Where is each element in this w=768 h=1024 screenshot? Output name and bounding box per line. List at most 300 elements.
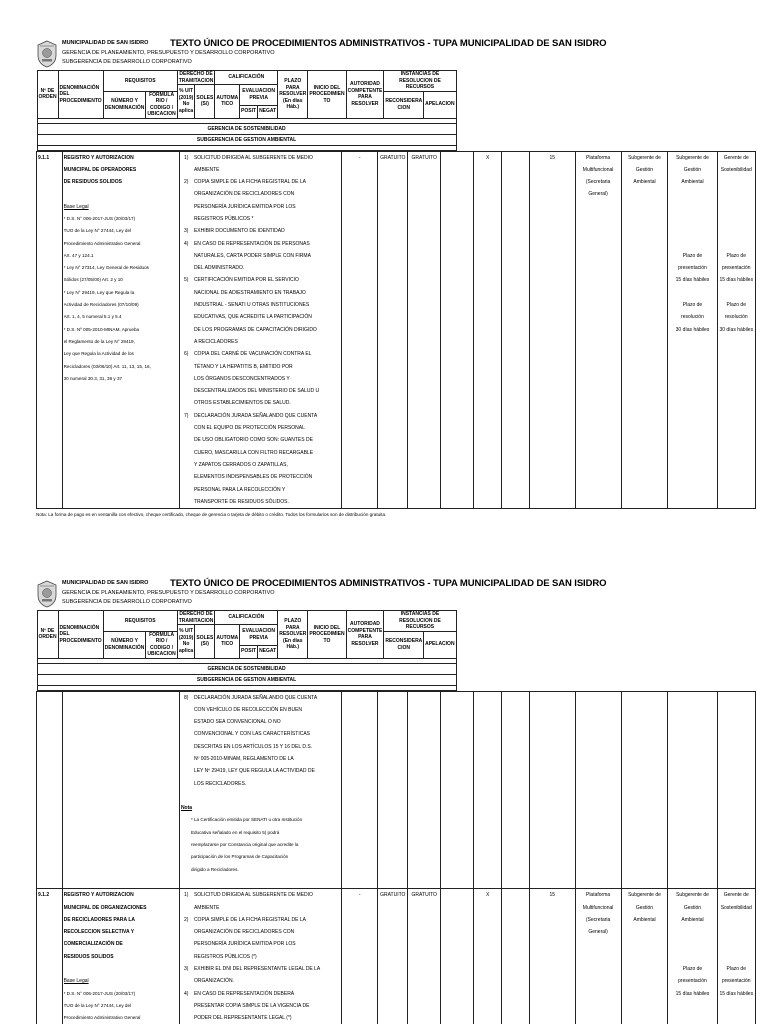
requirement-line — [181, 336, 340, 348]
requirements-cell — [179, 151, 341, 509]
requirement-text: OTROS ESTABLECIMIENTOS DE SALUD. — [193, 400, 291, 407]
requirement-number — [181, 336, 194, 348]
col-instancias: INSTANCIAS DE RESOLUCION DE RECURSOS — [384, 611, 456, 632]
col-numero: NÚMERO Y DENOMINACIÓN — [103, 631, 146, 658]
requirement-number: 6) — [183, 351, 189, 358]
requirement-number: 3) — [183, 966, 189, 973]
col-calificacion: CALIFICACIÓN — [215, 71, 278, 85]
requirement-number: 2) — [183, 179, 189, 186]
requirement-number — [181, 397, 194, 409]
requirement-number: 5) — [183, 277, 189, 284]
procedure-number: 9.1.1 — [37, 151, 63, 509]
col-denominacion: DENOMINACIÓN DEL PROCEDIMIENTO — [58, 611, 103, 659]
col-automatico: AUTOMA TICO — [215, 625, 240, 659]
apelacion-cell — [717, 151, 755, 509]
requirement-text: NACIONAL DE ADIESTRAMIENTO EN TRABAJO — [193, 289, 306, 296]
requirement-text: LOS ÓRGANOS DESCONCENTRADOS Y — [193, 375, 290, 382]
municipal-seal-icon — [36, 40, 58, 68]
requirement-line — [181, 765, 340, 777]
automatico-cell — [441, 889, 474, 1024]
municipality-name: MUNICIPALIDAD DE SAN ISIDRO — [62, 580, 149, 586]
requirement-text: ORGANIZACIÓN. — [193, 978, 234, 985]
requirement-text: PERSONERÍA JURÍDICA EMITIDA POR LOS — [193, 941, 296, 948]
requirement-line — [181, 889, 340, 901]
text-line: Ambiental — [633, 916, 656, 923]
inicio-cell — [575, 889, 621, 1024]
spacer-row — [37, 685, 456, 690]
requirement-text: EN CASO DE REPRESENTACIÓN DE PERSONAS — [193, 240, 310, 247]
requirement-text: LEY Nº 29419, LEY QUE REGULA LA ACTIVIDAD DE — [193, 768, 315, 775]
text-line: Plazo de — [726, 252, 746, 259]
text-line: Actividad de Recicladores (07/10/09) — [63, 302, 139, 308]
requirement-line — [181, 201, 340, 213]
col-reconsideracion: RECONSIDERA CION — [384, 91, 424, 118]
requirement-line — [181, 778, 340, 790]
text-line: Plazo de — [682, 252, 703, 259]
posit-cell: X — [474, 151, 502, 509]
procedure-denomination — [62, 889, 179, 1024]
text-line: presentación — [721, 265, 751, 272]
requirement-number — [181, 938, 194, 950]
text-line: DE RESIDUOS SOLIDOS — [63, 179, 122, 186]
text-line: Subgerente de — [676, 154, 709, 161]
requirement-number: 2) — [183, 916, 189, 923]
requirement-text: DECLARACIÓN JURADA SEÑALANDO QUE CUENTA — [193, 412, 318, 419]
requirement-line — [181, 164, 340, 176]
col-evaluacion: EVALUACION PREVIA — [240, 625, 278, 646]
requirement-line — [181, 225, 340, 237]
gerencia-name: GERENCIA DE PLANEAMIENTO, PRESUPUESTO Y DESARROLLO CORPORATIVO — [62, 590, 275, 596]
requirement-line — [181, 975, 340, 987]
requirement-line — [181, 397, 340, 409]
requirement-text: ELEMENTOS INDISPENSABLES DE PROTECCIÓN — [193, 474, 313, 481]
requirement-number — [181, 434, 194, 446]
requirement-line — [181, 213, 340, 225]
requirement-line — [181, 1000, 340, 1012]
text-line: RECOLECCION SELECTIVA Y — [63, 929, 135, 936]
posit-cell: X — [474, 889, 502, 1024]
text-line: Procedimiento Administrativo General — [63, 1015, 141, 1021]
text-line: 15 días hábiles — [675, 990, 710, 997]
col-formulario: FORMULA RIO / CODIGO / UBICACION — [147, 631, 176, 657]
soles-cell: GRATUITO — [408, 889, 441, 1024]
base-legal-list — [64, 213, 178, 385]
text-line: Subgerente de — [628, 892, 661, 899]
requirement-line — [181, 484, 340, 496]
text-line: Ambiental — [681, 916, 704, 923]
negat-cell — [502, 889, 530, 1024]
text-line: General) — [588, 929, 608, 936]
requirement-number — [181, 1012, 194, 1024]
text-line: DE RECICLADORES PARA LA — [63, 916, 135, 923]
text-line: MUNICIPAL DE OPERADORES — [63, 166, 137, 173]
requirement-number — [181, 902, 194, 914]
requirement-text: DE LOS PROGRAMAS DE CAPACITACIÓN DIRIGIDO — [193, 326, 317, 333]
text-line: Ambiental — [681, 179, 704, 186]
requirement-text: COPIA SIMPLE DE LA FICHA REGISTRAL DE LA — [193, 179, 307, 186]
col-plazo: PLAZO PARA RESOLVER (En días Háb.) — [278, 611, 308, 659]
page-header — [36, 38, 756, 70]
requirement-text: EN CASO DE REPRESENTACIÓN DEBERÁ — [193, 990, 295, 997]
requirements-list — [181, 889, 340, 1024]
col-inicio: INICIO DEL PROCEDIMIEN TO — [308, 71, 346, 119]
text-line: resolución — [681, 314, 704, 321]
col-apelacion: APELACION — [424, 91, 456, 118]
text-line: * La Certificación emitida por SENATI u otra Institución — [190, 817, 303, 823]
text-line: Gerente de — [723, 154, 749, 161]
page-header — [36, 578, 756, 610]
text-line: Plataforma — [585, 892, 611, 899]
requirement-text: ESTADO SEA CONVENCIONAL O NO — [193, 719, 281, 726]
requirement-text: AMBIENTE — [193, 166, 220, 173]
text-line: (Secretaria — [585, 179, 611, 186]
requirement-line — [181, 692, 340, 704]
text-line: 30 numeral 30.3, 31, 36 y 37 — [63, 375, 123, 381]
text-line: presentación — [721, 978, 751, 985]
col-soles: SOLES (S/) — [195, 625, 215, 659]
requirement-number — [181, 704, 194, 716]
requirement-text: EXHIBIR DOCUMENTO DE IDENTIDAD — [193, 228, 285, 235]
requirement-text: LOS RECICLADORES. — [193, 780, 247, 787]
municipality-name: MUNICIPALIDAD DE SAN ISIDRO — [62, 40, 149, 46]
text-line: * D.S. Nº 005-2010-MINAM, Aprueba — [63, 326, 140, 332]
text-line: Subgerente de — [676, 892, 709, 899]
requirement-number — [181, 484, 194, 496]
requirement-line — [181, 728, 340, 740]
requirement-number — [181, 385, 194, 397]
text-line: MUNICIPAL DE ORGANIZACIONES — [63, 904, 147, 911]
col-evaluacion: EVALUACION PREVIA — [240, 85, 278, 106]
text-line: Gestión — [635, 904, 654, 911]
requirement-number — [181, 716, 194, 728]
requirement-number — [181, 728, 194, 740]
text-line: COMERCIALIZACIÓN DE — [63, 941, 123, 948]
requirement-line — [181, 926, 340, 938]
base-legal-title: Base Legal — [63, 203, 89, 210]
requirement-number — [181, 373, 194, 385]
requirement-text: DE USO OBLIGATORIO COMO SON: GUANTES DE — [193, 437, 313, 444]
text-line: * D.S. N° 006-2017-JUS (20/03/17) — [63, 990, 136, 996]
table-row-9-1-2 — [37, 889, 756, 1024]
requirement-number — [181, 447, 194, 459]
requirement-text: CON VEHÍCULO DE RECOLECCIÓN EN BUEN — [193, 706, 303, 713]
col-denominacion: DENOMINACIÓN DEL PROCEDIMIENTO — [58, 71, 103, 119]
reconsideracion-cell — [668, 889, 717, 1024]
procedures-table — [36, 610, 756, 1024]
text-line: Art. 1, 4, 5 numeral 5.1 y 5.4 — [63, 314, 122, 320]
requirement-line — [181, 250, 340, 262]
requirement-number — [181, 951, 194, 963]
section-gerencia: GERENCIA DE SOSTENIBILIDAD — [37, 123, 456, 134]
requirement-text: AMBIENTE — [193, 904, 220, 911]
text-line: Ley que Regula la Actividad de los — [63, 351, 134, 357]
requirement-text: CON EL EQUIPO DE PROTECCIÓN PERSONAL — [193, 425, 305, 432]
requirement-line — [181, 287, 340, 299]
requirement-line — [181, 963, 340, 975]
requirement-line — [181, 348, 340, 360]
requirement-number: 3) — [183, 228, 189, 235]
text-line: reemplazarse por Constancia original que acredite la — [190, 842, 299, 848]
text-line: Gerente de — [723, 892, 749, 899]
requirement-number — [181, 926, 194, 938]
requirement-number — [181, 778, 194, 790]
nota-title: Nota — [180, 805, 193, 812]
plazo-cell: 15 — [529, 889, 575, 1024]
text-line: dirigido a Recicladores. — [190, 866, 239, 872]
municipal-seal-icon — [36, 580, 58, 608]
col-reconsideracion: RECONSIDERA CION — [384, 631, 424, 658]
text-line: Plazo de — [682, 966, 703, 973]
requirement-text: COPIA SIMPLE DE LA FICHA REGISTRAL DE LA — [193, 916, 307, 923]
requirement-line — [181, 361, 340, 373]
col-uit: % UIT (2019) No aplica — [177, 85, 195, 119]
col-inicio: INICIO DEL PROCEDIMIEN TO — [308, 611, 346, 659]
text-line: * Ley N° 27314, Ley General de Residuos — [63, 265, 149, 271]
section-gerencia: GERENCIA DE SOSTENIBILIDAD — [37, 663, 456, 674]
requirement-line — [181, 152, 340, 164]
requirement-text: REGISTROS PÚBLICOS * — [193, 215, 254, 222]
text-line: Plazo de — [682, 302, 703, 309]
requirements-list — [181, 152, 340, 509]
soles-cell: GRATUITO — [408, 151, 441, 509]
requirement-number — [181, 975, 194, 987]
requirement-number — [181, 765, 194, 777]
requirement-number — [181, 1000, 194, 1012]
text-line: 15 días hábiles — [719, 277, 754, 284]
text-line: REGISTRO Y AUTORIZACION — [63, 892, 134, 899]
text-line: * Ley N° 29419, Ley que Regula la — [63, 289, 135, 295]
col-numero: NÚMERO Y DENOMINACIÓN — [103, 91, 146, 118]
requirement-number — [181, 213, 194, 225]
table-row-continuation — [37, 691, 756, 889]
payment-footnote: Nota: La forma de pago es en ventanilla con efectivo, cheque certificado, cheque de gerencia o tarjeta de débito o crédito. Todos los formularios son de distribución gratuita. — [36, 512, 387, 518]
nota-text — [181, 814, 340, 875]
requirement-text: DESCENTRALIZADOS DEL MINISTERIO DE SALUD U — [193, 388, 320, 395]
inicio-cell — [575, 151, 621, 509]
requirement-text: TÉTANO Y LA HEPATITIS B, EMITIDO POR — [193, 363, 293, 370]
requirement-text: CUERO, MASCARILLA CON FILTRO RECARGABLE — [193, 449, 314, 456]
automatico-cell — [441, 151, 474, 509]
requirement-text: EDUCATIVAS, QUE ACREDITE LA PARTICIPACIÓN — [193, 314, 312, 321]
col-derecho: DERECHO DE TRAMITACION — [178, 71, 214, 84]
requirement-line — [181, 410, 340, 422]
requirement-line — [181, 434, 340, 446]
col-apelacion: APELACION — [424, 631, 456, 658]
requirement-line — [181, 496, 340, 508]
document-title: TEXTO ÚNICO DE PROCEDIMIENTOS ADMINISTRATIVOS - TUPA MUNICIPALIDAD DE SAN ISIDRO — [170, 38, 607, 49]
text-line: Gestión — [635, 166, 654, 173]
text-line: TUO de la Ley N° 27444, Ley del — [63, 228, 132, 234]
requirement-line — [181, 716, 340, 728]
requirement-text: DESCRITAS EN LOS ARTÍCULOS 15 Y 16 DEL D.S. — [193, 743, 313, 750]
requirement-line — [181, 753, 340, 765]
col-negat: NEGAT — [258, 105, 278, 118]
text-line: RESIDUOS SOLIDOS — [63, 953, 114, 960]
requirement-text: EXHIBIR EL DNI DEL REPRESENTANTE LEGAL DE LA — [193, 966, 321, 973]
requirement-text: CONVENCIONAL Y CON LAS CARACTERÍSTICAS — [193, 731, 310, 738]
spacer-row — [37, 145, 456, 150]
requirement-line — [181, 704, 340, 716]
requirements-cell — [179, 691, 341, 889]
requirement-number — [181, 753, 194, 765]
requirement-number — [181, 422, 194, 434]
autoridad-cell — [621, 889, 668, 1024]
text-line: * D.S. N° 006-2017-JUS (20/03/17) — [63, 215, 136, 221]
col-calificacion: CALIFICACIÓN — [215, 611, 278, 625]
requirement-text: DECLARACIÓN JURADA SEÑALANDO QUE CUENTA — [193, 694, 318, 701]
requirement-text: DEL ADMINISTRADO. — [193, 265, 245, 272]
text-line: Multifuncional — [582, 904, 614, 911]
base-legal-list — [64, 988, 178, 1024]
reconsideracion-cell — [668, 151, 717, 509]
requirements-list — [181, 692, 340, 790]
requirement-number — [181, 299, 194, 311]
requirement-text: TRANSPORTE DE RESIDUOS SÓLIDOS. — [193, 498, 289, 505]
requirement-line — [181, 274, 340, 286]
requirement-line — [181, 1012, 340, 1024]
col-autoridad: AUTORIDAD COMPETENTE PARA RESOLVER — [346, 611, 384, 659]
apelacion-cell — [717, 889, 755, 1024]
requirement-line — [181, 447, 340, 459]
col-soles: SOLES (S/) — [195, 85, 215, 119]
requirement-text: Y ZAPATOS CERRADOS O ZAPATILLAS, — [193, 461, 288, 468]
requirement-text: PERSONERÍA JURÍDICA EMITIDA POR LOS — [193, 203, 296, 210]
requirement-line — [181, 373, 340, 385]
text-line: Plazo de — [726, 302, 746, 309]
text-line: resolución — [724, 314, 748, 321]
col-derecho: DERECHO DE TRAMITACION — [178, 611, 214, 624]
section-subgerencia: SUBGERENCIA DE GESTION AMBIENTAL — [37, 134, 456, 145]
requirement-text: PERSONAL PARA LA RECOLECCIÓN Y — [193, 486, 286, 493]
text-line: (Secretaria — [585, 916, 611, 923]
text-line: presentación — [678, 978, 707, 985]
formulario-cell: - — [342, 889, 378, 1024]
requirement-text: PODER DEL REPRESENTANTE LEGAL (*) — [193, 1015, 292, 1022]
text-line: 30 días hábiles — [719, 326, 754, 333]
procedures-table — [36, 70, 756, 509]
requirement-number: 8) — [183, 694, 189, 701]
requirement-line — [181, 471, 340, 483]
requirement-number: 1) — [183, 154, 189, 161]
requirement-number: 7) — [183, 412, 189, 419]
text-line: 30 días hábiles — [675, 326, 710, 333]
tupa-page-2 — [36, 578, 756, 1024]
procedure-denomination — [62, 151, 179, 509]
requirement-line — [181, 262, 340, 274]
text-line: presentación — [678, 265, 707, 272]
text-line: Subgerente de — [628, 154, 661, 161]
table-row-9-1-1 — [37, 151, 756, 509]
requirement-line — [181, 188, 340, 200]
requirement-line — [181, 741, 340, 753]
text-line: Art. 47 y 124.1 — [63, 252, 94, 258]
requirement-number — [181, 250, 194, 262]
gerencia-name: GERENCIA DE PLANEAMIENTO, PRESUPUESTO Y DESARROLLO CORPORATIVO — [62, 50, 275, 56]
requirement-line — [181, 902, 340, 914]
requirement-line — [181, 459, 340, 471]
autoridad-cell — [621, 151, 668, 509]
text-line: 15 días hábiles — [675, 277, 710, 284]
document-title: TEXTO ÚNICO DE PROCEDIMIENTOS ADMINISTRATIVOS - TUPA MUNICIPALIDAD DE SAN ISIDRO — [170, 578, 607, 589]
col-orden: Nº DE ORDEN — [37, 611, 58, 659]
requirements-cell — [179, 889, 341, 1024]
text-line: Gestión — [683, 904, 702, 911]
requirement-text: ORGANIZACIÓN DE RECICLADORES CON — [193, 191, 295, 198]
col-uit: % UIT (2019) No aplica — [177, 625, 195, 659]
requirement-number — [181, 262, 194, 274]
requirement-line — [181, 951, 340, 963]
col-requisitos: REQUISITOS — [103, 71, 177, 92]
col-orden: Nº DE ORDEN — [37, 71, 58, 119]
subgerencia-name: SUBGERENCIA DE DESARROLLO CORPORATIVO — [62, 59, 192, 65]
uit-cell: GRATUITO — [378, 151, 408, 509]
text-line: Sostenibilidad — [720, 166, 752, 173]
text-line: Plataforma — [585, 154, 611, 161]
plazo-cell: 15 — [529, 151, 575, 509]
requirement-line — [181, 385, 340, 397]
col-plazo: PLAZO PARA RESOLVER (En días Háb.) — [278, 71, 308, 119]
formulario-cell: - — [342, 151, 378, 509]
col-autoridad: AUTORIDAD COMPETENTE PARA RESOLVER — [346, 71, 384, 119]
requirement-text: REGISTROS PÚBLICOS (*) — [193, 953, 257, 960]
requirement-text: Nº 005-2010-MINAM, REGLAMENTO DE LA — [193, 755, 294, 762]
requirement-number: 4) — [183, 240, 189, 247]
requirement-line — [181, 422, 340, 434]
requirement-text: CERTIFICACIÓN EMITIDA POR EL SERVICIO — [193, 277, 299, 284]
requirement-line — [181, 914, 340, 926]
requirement-line — [181, 176, 340, 188]
col-posit: POSIT — [240, 105, 258, 118]
requirement-text: INDUSTRIAL - SENATI U OTRAS INSTITUCIONES — [193, 302, 310, 309]
text-line: Gestión — [683, 166, 702, 173]
col-formulario: FORMULA RIO / CODIGO / UBICACION — [147, 91, 176, 117]
requirement-line — [181, 324, 340, 336]
tupa-page-1 — [36, 38, 756, 517]
procedure-name — [64, 152, 178, 189]
col-posit: POSIT — [240, 645, 258, 658]
text-line: participación de los Programas de Capacitación — [190, 854, 289, 860]
text-line: General) — [588, 191, 608, 198]
text-line: Sostenibilidad — [720, 904, 752, 911]
requirement-number: 4) — [183, 990, 189, 997]
requirement-text: PRESENTAR COPIA SIMPLE DE LA VIGENCIA DE — [193, 1002, 310, 1009]
procedure-number: 9.1.2 — [37, 889, 63, 1024]
requirement-number — [181, 164, 194, 176]
section-subgerencia: SUBGERENCIA DE GESTION AMBIENTAL — [37, 674, 456, 685]
procedure-name — [64, 889, 178, 963]
requirement-number — [181, 471, 194, 483]
requirement-text: SOLICITUD DIRIGIDA AL SUBGERENTE DE MEDIO — [193, 154, 313, 161]
requirement-text: A RECICLADORES — [193, 338, 238, 345]
text-line: Ambiental — [633, 179, 656, 186]
requirement-number — [181, 741, 194, 753]
requirement-number — [181, 496, 194, 508]
text-line: TUO de la Ley N° 27444, Ley del — [63, 1002, 132, 1008]
text-line: Multifuncional — [582, 166, 614, 173]
col-requisitos: REQUISITOS — [103, 611, 177, 632]
requirement-number — [181, 459, 194, 471]
requirement-line — [181, 988, 340, 1000]
text-line: Plazo de — [726, 966, 746, 973]
requirement-line — [181, 938, 340, 950]
requirement-line — [181, 238, 340, 250]
requirement-number — [181, 361, 194, 373]
requirement-text: ORGANIZACIÓN DE RECICLADORES CON — [193, 929, 295, 936]
text-line: REGISTRO Y AUTORIZACION — [63, 154, 134, 161]
uit-cell: GRATUITO — [378, 889, 408, 1024]
col-negat: NEGAT — [258, 645, 278, 658]
requirement-text: NATURALES, CARTA PODER SIMPLE CON FIRMA — [193, 252, 311, 259]
